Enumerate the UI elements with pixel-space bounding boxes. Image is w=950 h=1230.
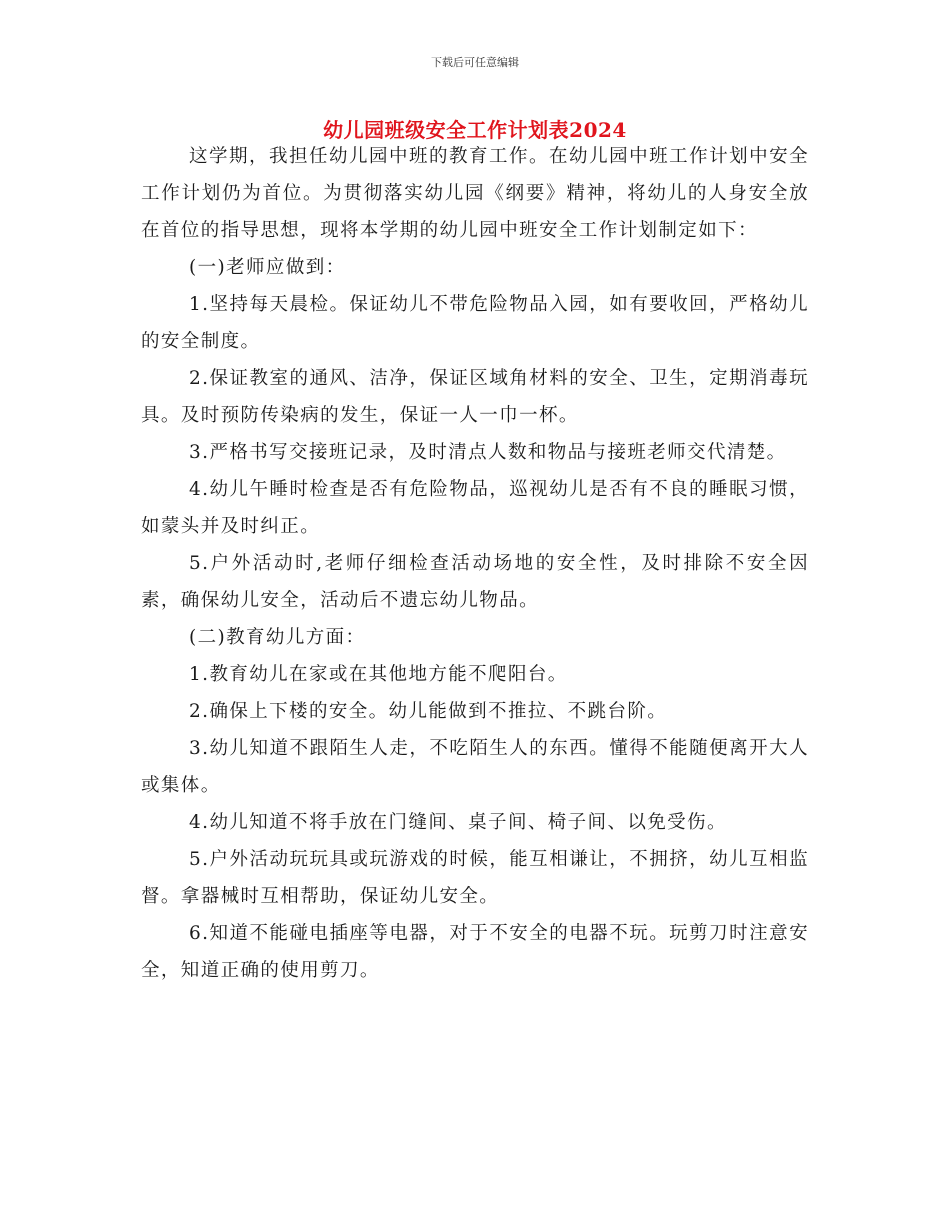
list-item: 4.幼儿知道不将手放在门缝间、桌子间、椅子间、以免受伤。 xyxy=(189,812,727,833)
section-heading-teacher: (一)老师应做到： xyxy=(189,257,346,278)
list-item: 5.户外活动玩玩具或玩游戏的时候，能互相谦让，不拥挤，幼儿互相监督。拿器械时互相帮助，保证幼儿安全。 xyxy=(141,849,809,907)
list-item: 1.坚持每天晨检。保证幼儿不带危险物品入园，如有要收回，严格幼儿的安全制度。 xyxy=(141,294,809,352)
paragraph-intro: 这学期，我担任幼儿园中班的教育工作。在幼儿园中班工作计划中安全工作计划仍为首位。为贯彻落实幼儿园《纲要》精神，将幼儿的人身安全放在首位的指导思想，现将本学期的幼儿园中班安全工作计划制定如下： xyxy=(141,146,809,241)
section-heading-children: (二)教育幼儿方面： xyxy=(189,627,366,648)
list-item: 3.幼儿知道不跟陌生人走，不吃陌生人的东西。懂得不能随便离开大人或集体。 xyxy=(141,738,809,796)
list-item: 2.确保上下楼的安全。幼儿能做到不推拉、不跳台阶。 xyxy=(189,701,668,722)
list-item: 1.教育幼儿在家或在其他地方能不爬阳台。 xyxy=(189,664,568,685)
document-title: 幼儿园班级安全工作计划表2024 xyxy=(323,118,627,142)
list-item: 4.幼儿午睡时检查是否有危险物品，巡视幼儿是否有不良的睡眠习惯，如蒙头并及时纠正。 xyxy=(141,479,809,537)
list-item: 6.知道不能碰电插座等电器，对于不安全的电器不玩。玩剪刀时注意安全，知道正确的使用剪刀。 xyxy=(141,923,809,981)
list-item: 2.保证教室的通风、洁净，保证区域角材料的安全、卫生，定期消毒玩具。及时预防传染病的发生，保证一人一巾一杯。 xyxy=(141,368,809,426)
document-body xyxy=(141,138,809,989)
header-note: 下载后可任意编辑 xyxy=(431,56,519,69)
list-item: 5.户外活动时,老师仔细检查活动场地的安全性，及时排除不安全因素，确保幼儿安全，活动后不遗忘幼儿物品。 xyxy=(141,553,809,611)
list-item: 3.严格书写交接班记录，及时清点人数和物品与接班老师交代清楚。 xyxy=(189,442,787,463)
